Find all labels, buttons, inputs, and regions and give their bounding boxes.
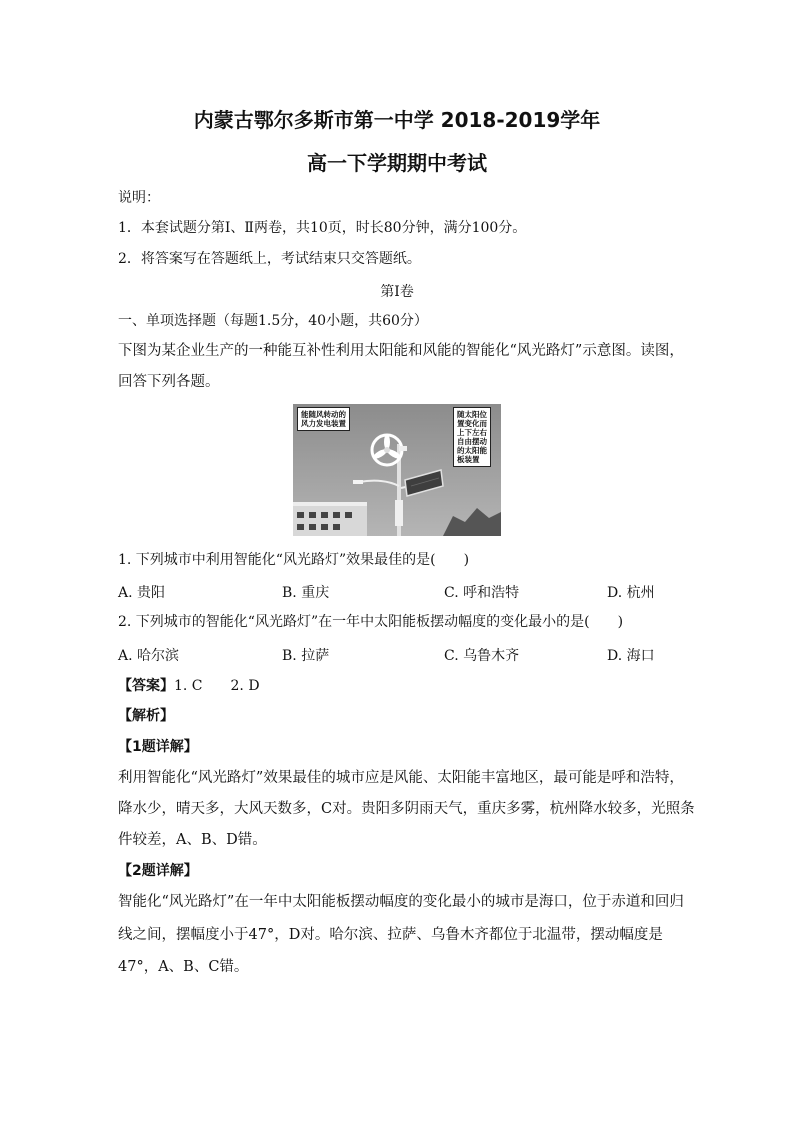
q1-analysis-line2: 降水少，晴天多，大风天数多，C对。贵阳多阴雨天气，重庆多雾，杭州降水较多，光照条: [118, 801, 695, 817]
question-1-option-b: B. 重庆: [282, 585, 330, 601]
q1-analysis-label: 【1题详解】: [118, 739, 198, 755]
question-2-stem: 2. 下列城市的智能化“风光路灯”在一年中太阳能板摆动幅度的变化最小的是( ): [118, 614, 624, 630]
volume-heading: 第Ⅰ卷: [380, 284, 414, 300]
document-title-line1: 内蒙古鄂尔多斯市第一中学 2018-2019学年: [193, 108, 601, 132]
part-title: 一、单项选择题（每题1.5分，40小题，共60分）: [118, 313, 428, 329]
q2-analysis-line1: 智能化“风光路灯”在一年中太阳能板摆动幅度的变化最小的城市是海口，位于赤道和回归: [118, 894, 684, 910]
wind-solar-streetlight-figure: [293, 404, 501, 536]
instruction-item-2: 2．将答案写在答题纸上，考试结束只交答题纸。: [118, 251, 421, 267]
question-1-option-d: D. 杭州: [607, 585, 655, 601]
callout-solar-panel: 随太阳位 置变化而 上下左右 自由摆动 的太阳能 板装置: [453, 407, 491, 467]
callout-wind-turbine: 能随风转动的 风力发电装置: [297, 407, 350, 431]
instructions-heading: 说明：: [118, 190, 160, 206]
q1-analysis-line3: 件较差，A、B、D错。: [118, 832, 267, 848]
question-1-option-a: A. 贵阳: [118, 585, 166, 601]
answer-value: 1. C 2. D: [174, 678, 260, 694]
question-stem-line2: 回答下列各题。: [118, 374, 220, 390]
question-1-stem: 1. 下列城市中利用智能化“风光路灯”效果最佳的是( ): [118, 552, 470, 568]
analysis-label: 【解析】: [118, 708, 174, 724]
answer-line: [118, 677, 260, 695]
question-2-option-a: A. 哈尔滨: [118, 648, 180, 664]
answer-label: 【答案】: [118, 678, 174, 694]
question-2-option-c: C. 乌鲁木齐: [444, 648, 520, 664]
q2-analysis-label: 【2题详解】: [118, 863, 198, 879]
document-title-line2: 高一下学期期中考试: [307, 151, 487, 175]
question-2-option-d: D. 海口: [607, 648, 655, 664]
q2-analysis-line2: 线之间，摆幅度小于47°，D对。哈尔滨、拉萨、乌鲁木齐都位于北温带，摆动幅度是: [118, 927, 663, 943]
instruction-item-1: 1．本套试题分第Ⅰ、Ⅱ两卷，共10页，时长80分钟，满分100分。: [118, 220, 527, 236]
question-stem-line1: 下图为某企业生产的一种能互补性利用太阳能和风能的智能化“风光路灯”示意图。读图，: [118, 343, 684, 359]
q2-analysis-line3: 47°，A、B、C错。: [118, 959, 249, 975]
q1-analysis-line1: 利用智能化“风光路灯”效果最佳的城市应是风能、太阳能丰富地区，最可能是呼和浩特，: [118, 770, 684, 786]
question-1-option-c: C. 呼和浩特: [444, 585, 520, 601]
question-2-option-b: B. 拉萨: [282, 648, 330, 664]
